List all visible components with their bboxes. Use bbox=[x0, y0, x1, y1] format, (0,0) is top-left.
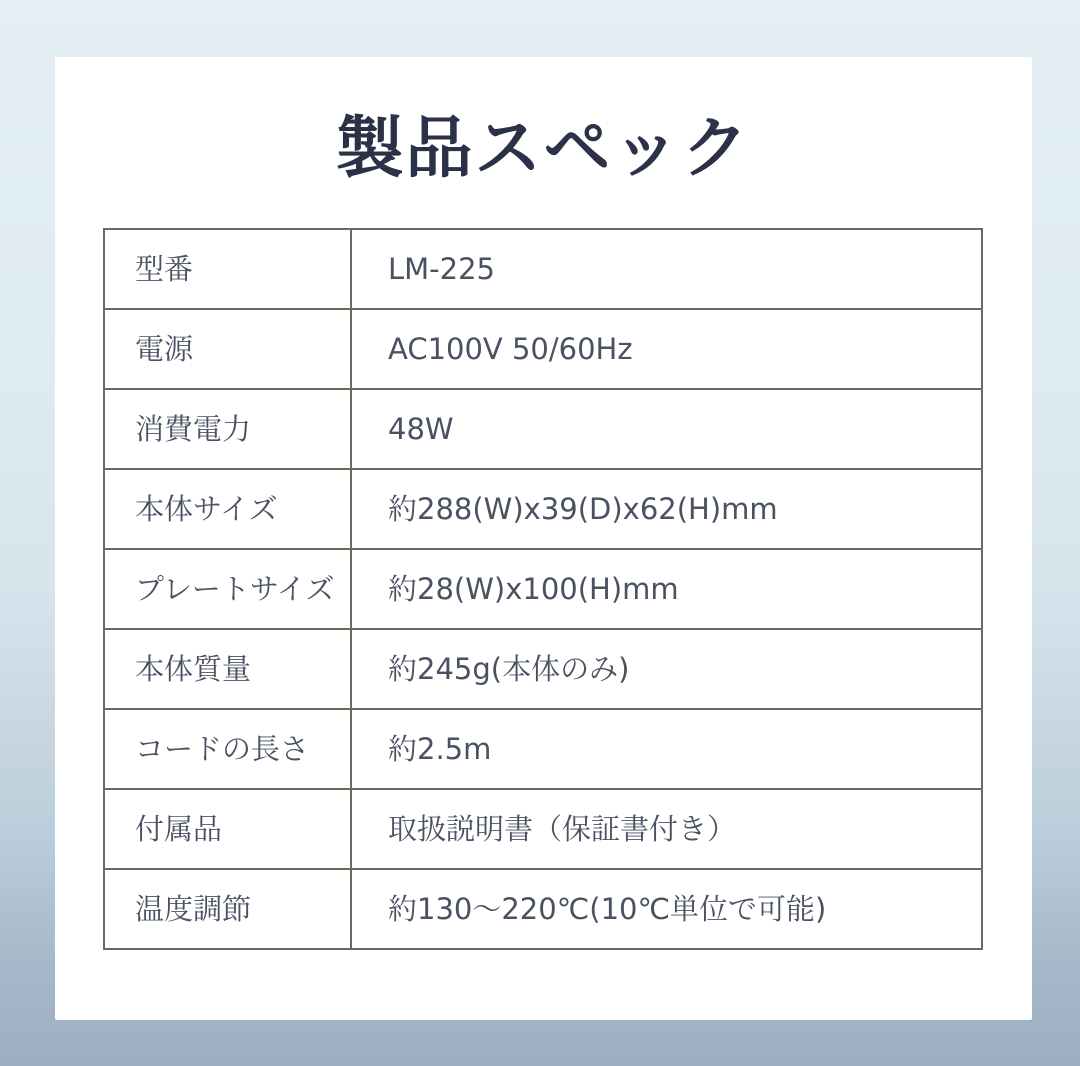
table-row bbox=[105, 868, 981, 948]
table-row bbox=[105, 388, 981, 468]
spec-value: 取扱説明書（保証書付き） bbox=[350, 790, 981, 868]
table-row bbox=[105, 548, 981, 628]
spec-value: 約130〜220℃(10℃単位で可能) bbox=[350, 870, 981, 948]
spec-card bbox=[55, 57, 1032, 1020]
spec-value: 48W bbox=[350, 390, 981, 468]
spec-value: 約2.5m bbox=[350, 710, 981, 788]
spec-label: 型番 bbox=[135, 251, 194, 286]
table-row bbox=[105, 628, 981, 708]
spec-label: 消費電力 bbox=[135, 411, 252, 446]
spec-value: 約28(W)x100(H)mm bbox=[350, 550, 981, 628]
spec-label: 本体質量 bbox=[135, 651, 252, 686]
page-title: 製品スペック bbox=[336, 108, 751, 187]
spec-label: 本体サイズ bbox=[135, 491, 278, 526]
table-row bbox=[105, 788, 981, 868]
table-row bbox=[105, 708, 981, 788]
spec-label: コードの長さ bbox=[135, 731, 310, 766]
spec-value: LM-225 bbox=[350, 230, 981, 308]
spec-label: 温度調節 bbox=[135, 891, 252, 926]
spec-value: AC100V 50/60Hz bbox=[350, 310, 981, 388]
spec-label: 電源 bbox=[135, 331, 194, 366]
spec-label: 付属品 bbox=[135, 811, 223, 846]
table-row bbox=[105, 308, 981, 388]
table-row bbox=[105, 468, 981, 548]
spec-value: 約245g(本体のみ) bbox=[350, 630, 981, 708]
spec-table bbox=[103, 228, 983, 950]
spec-value: 約288(W)x39(D)x62(H)mm bbox=[350, 470, 981, 548]
table-row bbox=[105, 230, 981, 308]
spec-label: プレートサイズ bbox=[135, 571, 335, 606]
